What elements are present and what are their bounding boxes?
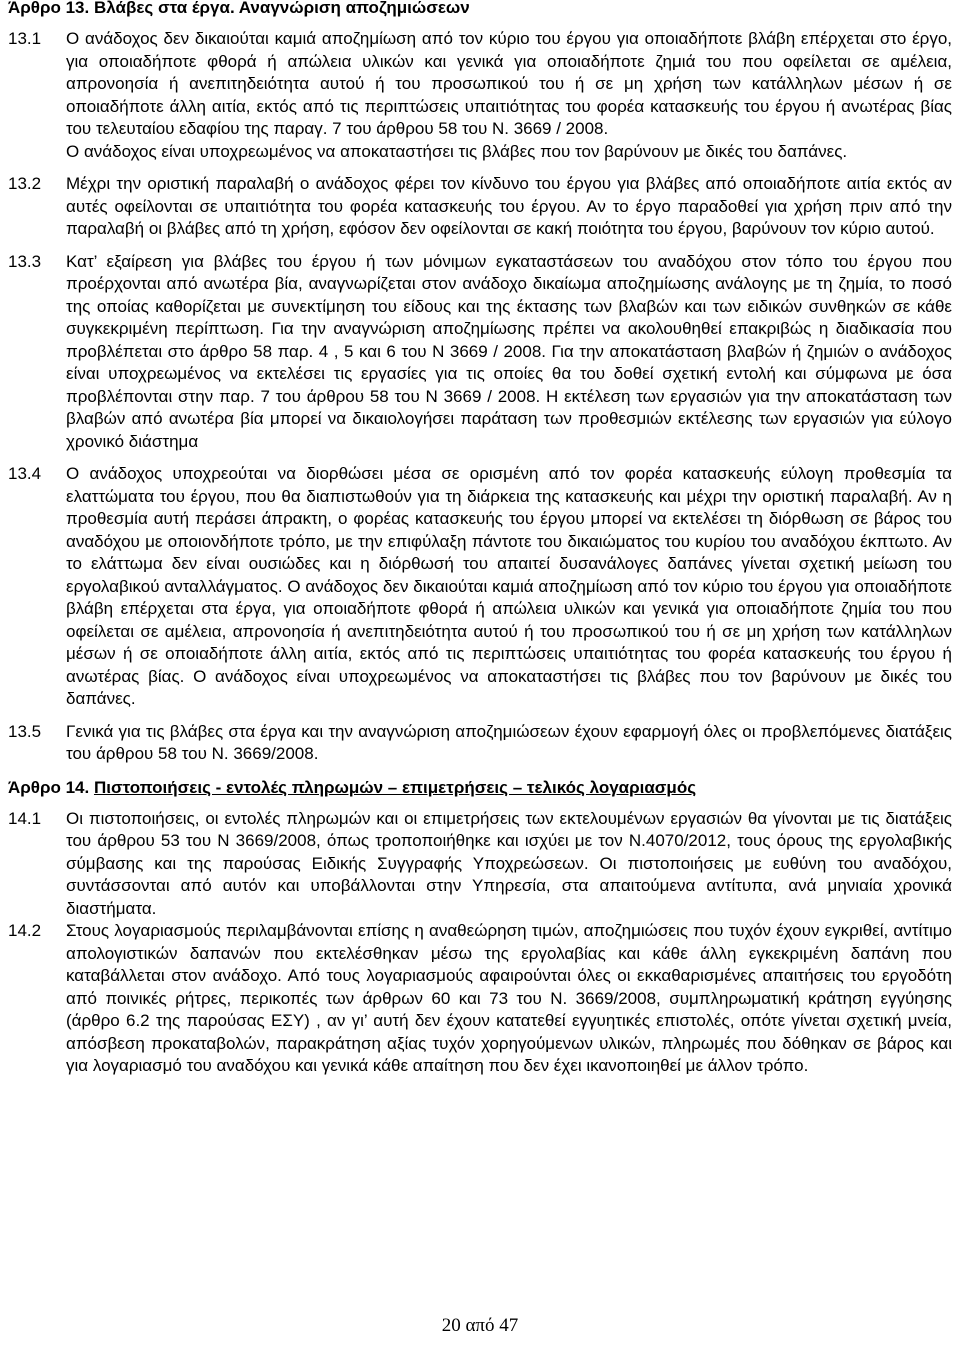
clause-paragraph: Ο ανάδοχος υποχρεούται να διορθώσει μέσα σε ορισμένη από τον φορέα κατασκευής εύλογη προθεσμία τα ελαττώματα του έργου, που θα διαπιστωθούν για τη διάρκεια της κατασκευής και μέχρι την οριστική παραλαβή. Αν η προθεσμία αυτή περάσει άπρακτη, ο φορέας κατασκευής του έργου μπορεί να εκτελέσει τη διόρθωση σε βάρος του αναδόχου με οποιονδήποτε τρόπο, με την επιφύλαξη πάντοτε του δικαιώματος του κυρίου του αναδόχου έκπτωτο. Αν το ελάττωμα δεν είναι ουσιώδες και η διόρθωσή του απαιτεί δυσανάλογες δαπάνες γίνεται σχετική μείωση του εργολαβικού ανταλλάγματος. Ο ανάδοχος δεν δικαιούται καμιά αποζημίωση από τον κύριο του έργου για οποιαδήποτε βλάβη επέρχεται στα έργα, για οποιαδήποτε φθορά ή απώλεια υλικών και γενικά για οποιαδήποτε ζημία του που οφείλεται σε αμέλεια, απρονοησία ή ανεπιτηδειότητα αυτού ή του προσωπικού του ή σε μη χρήση των κατάλληλων μέσων ή σε οποιαδήποτε άλλη αιτία, εκτός από τις περιπτώσεις υπαιτιότητας του φορέα κατασκευής του έργου ή ανωτέρας βίας. Ο ανάδοχος είναι υποχρεωμένος να αποκαταστήσει τις βλάβες που τον βαρύνουν με δικές του δαπάνες. [66, 464, 952, 708]
clause-paragraph: Γενικά για τις βλάβες στα έργα και την αναγνώριση αποζημιώσεων έχουν εφαρμογή όλες οι προβλεπόμενες διατάξεις του άρθρου 58 του Ν. 3669/2008. [66, 721, 952, 763]
clause-13-3 [8, 251, 952, 454]
clause-number: 13.1 [8, 29, 42, 48]
clause-number: 13.3 [8, 251, 42, 271]
clause-paragraph: Οι πιστοποιήσεις, οι εντολές πληρωμών και οι επιμετρήσεις των εκτελουμένων εργασιών θα γίνονται με τις διατάξεις του άρθρου 53 του Ν 3669/2008, όπως τροποποιήθηκε και ισχύει με τον Ν.4070/2012, τους όρους της εργολαβικής σύμβασης και της παρούσας Ειδικής Συγγραφής Υποχρεώσεων. Οι πιστοποιήσεις με ευθύνη του αναδόχου, συντάσσονται από αυτόν και υποβάλλονται στην Υπηρεσία, στα απαιτούμενα αντίτυπα, ανά μηνιαία χρονικά διαστήματα. [66, 808, 952, 918]
clause-13-1 [8, 28, 952, 163]
clause-body [66, 920, 952, 1078]
article-13-title: Άρθρο 13. Βλάβες στα έργα. Αναγνώριση αποζημιώσεων [8, 0, 470, 17]
clause-paragraph: Στους λογαριασμούς περιλαμβάνονται επίσης η αναθεώρηση τιμών, αποζημιώσεις που τυχόν έχουν εγκριθεί, αντίτιμο απολογιστικών δαπανών που εκτελέσθηκαν μέσω της εργολαβίας και κάθε άλλη εγκεκριμένη δαπάνη που καταβάλλεται στον ανάδοχο. Από τους λογαριασμούς αφαιρούνται όλες οι εκκαθαρισμένες απαιτήσεις του εργοδότη από ποινικές ρήτρες, περικοπές των άρθρων 60 και 73 του Ν. 3669/2008, συμπληρωματική κράτηση εγγύησης (άρθρο 6.2 της παρούσας ΕΣΥ) , αν γι’ αυτή δεν έχουν κατατεθεί εγγυητικές επιστολές, οπότε γίνεται σχετική μνεία, απόσβεση προκαταβολών, παρακράτηση αξίας τυχόν χορηγούμενων υλικών, πληρωμές που δόθηκαν σε βάρος και για λογαριασμό του αναδόχου και γενικά κάθε απαίτηση που δεν έχει ικανοποιηθεί με άλλον τρόπο. [66, 921, 952, 1075]
clause-13-5 [8, 721, 952, 766]
clause-body [66, 251, 952, 454]
clause-14-2 [8, 920, 952, 1078]
clause-paragraph: Κατ’ εξαίρεση για βλάβες του έργου ή των μόνιμων εγκαταστάσεων του αναδόχου στον τόπο του έργου που προέρχονται από ανωτέρα βία, αναγνωρίζεται στον ανάδοχο δικαίωμα αποζημίωσης ανάλογης με τη ζημία, το ποσό της οποίας καθορίζεται με συνεκτίμηση του είδους και της έκτασης των βλαβών και των ειδικών συνθηκών σε κάθε συγκεκριμένη περίπτωση. Για την αναγνώριση αποζημίωσης πρέπει να ακολουθηθεί επακριβώς η διαδικασία που προβλέπεται στο άρθρο 58 παρ. 4 , 5 και 6 του Ν 3669 / 2008. Για την αποκατάσταση βλαβών ή ζημιών ο ανάδοχος είναι υποχρεωμένος να εκτελέσει τις εργασίες για τις οποίες θα του δοθεί σχετική εντολή και σύμφωνα με όσα προβλέπονται στην παρ. 7 του άρθρου 58 του Ν 3669 / 2008. Η εκτέλεση των εργασιών για την αποκατάσταση των βλαβών από ανωτέρα βία μπορεί να δικαιολογήσει παράταση των προθεσμιών εκτέλεσης των εργασιών για εύλογο χρονικό διάστημα [66, 251, 952, 451]
article-14-title [8, 777, 952, 805]
clause-13-2 [8, 173, 952, 241]
clause-number: 13.2 [8, 174, 42, 193]
clause-paragraph: Ο ανάδοχος είναι υποχρεωμένος να αποκαταστήσει τις βλάβες που τον βαρύνουν με δικές του δαπάνες. [66, 141, 848, 161]
clause-paragraph: Μέχρι την οριστική παραλαβή ο ανάδοχος φέρει τον κίνδυνο του έργου για βλάβες από οποιαδήποτε αιτία εκτός αν αυτές οφείλονται σε υπαιτιότητα του φορέα κατασκευής του έργου. Αν το έργο παραδοθεί για χρήση πριν από την παραλαβή οι βλάβες από τη χρήση, εφόσον δεν οφείλονται σε κακή ποιότητα του έργου, βαρύνουν τον κύριο αυτού. [66, 174, 952, 238]
page-number: 20 από 47 [441, 1315, 519, 1336]
clause-14-1 [8, 808, 952, 921]
clause-number: 13.4 [8, 464, 42, 483]
clause-body [66, 463, 952, 711]
clause-body [66, 808, 952, 921]
clause-paragraph: Ο ανάδοχος δεν δικαιούται καμιά αποζημίωση από τον κύριο του έργου για οποιαδήποτε βλάβη επέρχεται στο έργο, για οποιαδήποτε φθορά ή απώλεια υλικών και γενικά για οποιαδήποτε ζημιά του που οφείλεται σε αμέλεια, απρονοησία ή ανεπιτηδειότητα αυτού ή του προσωπικού του ή σε μη χρήση των κατάλληλων μέσων ή σε οποιαδήποτε άλλη αιτία, εκτός από τις περιπτώσεις υπαιτιότητας του φορέα κατασκευής του έργου ή ανωτέρας βίας του τελευταίου εδαφίου της παραγ. 7 του άρθρου 58 του Ν. 3669 / 2008. [66, 29, 952, 138]
clause-number: 14.2 [8, 921, 42, 940]
article-14-title-prefix: Άρθρο 14. [8, 777, 94, 797]
clause-13-4 [8, 463, 952, 711]
clause-body [66, 173, 952, 241]
clause-number: 13.5 [8, 721, 42, 741]
clause-number: 14.1 [8, 808, 42, 828]
clause-body [66, 28, 952, 163]
article-14-title-text: Πιστοποιήσεις - εντολές πληρωμών – επιμετρήσεις – τελικός λογαριασμός [93, 777, 697, 797]
clause-body [66, 721, 952, 766]
